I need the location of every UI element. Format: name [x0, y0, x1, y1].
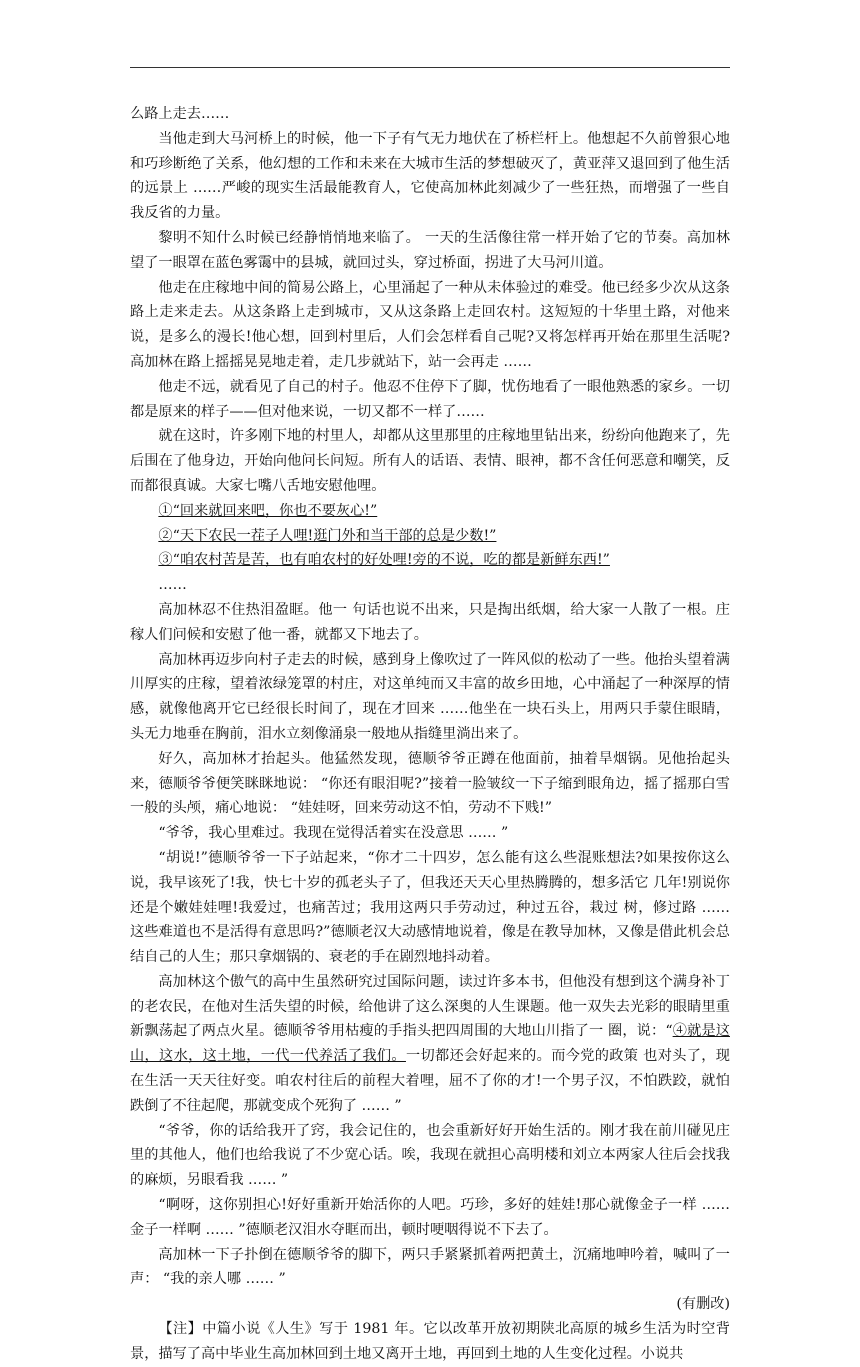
paragraph-5: 就在这时，许多刚下地的村里人，却都从这里那里的庄稼地里钻出来，纷纷向他跑来了，先后围在了他身边，开始向他问长问短。所有人的话语、表情、眼神，都不含任何恶意和嘲笑，反而都很真诚。大家七嘴八舌地安慰他哩。 — [130, 428, 730, 494]
footnote: 【注】中篇小说《人生》写于 1981 年。它以改革开放初期陕北高原的城乡生活为时空背景，描写了高中毕业生高加林回到土地又离开土地，再回到土地的人生变化过程。小说共 — [130, 1321, 730, 1362]
paragraph-15: 高加林一下子扑倒在德顺爷爷的脚下，两只手紧紧抓着两把黄土，沉痛地呻吟着，喊叫了一声： “我的亲人哪 …… ” — [130, 1246, 730, 1288]
paragraph-4: 他走不远，就看见了自己的村子。他忍不住停下了脚，忧伤地看了一眼他熟悉的家乡。一切都是原来的样子——但对他来说，一切又都不一样了…… — [130, 378, 730, 420]
paragraph-12-lead: 高加林这个傲气的高中生虽然研究过国际问题，读过许多本书，但他没有想到这个满身补丁的老农民，在他对生活失望的时候，给他讲了这么深奥的人生课题。他一双失去光彩的眼睛里重新飘荡起了两点火星。德顺爷爷用枯瘦的手指头把四周围的大地山川指了一 圈，说：“ — [130, 973, 730, 1040]
paragraph-12 — [130, 970, 730, 1119]
quote-3 — [130, 548, 730, 573]
paragraph-1: 当他走到大马河桥上的时候，他一下子有气无力地伏在了桥栏杆上。他想起不久前曾狠心地和巧珍断绝了关系，他幻想的工作和未来在大城市生活的梦想破灭了，黄亚萍又退回到了他生活的远景上 ……严峻的现实生活最能教育人，它使高加林此刻减少了一些狂热，而增强了一些自我反省的力量。 — [130, 130, 730, 222]
quote-4-text: ④就是这山，这水，这土地，一代一代养活了我们。 — [130, 1023, 730, 1065]
paragraph-12-tail: 一切都还会好起来的。而今党的政策 也对头了，现在生活一天天往好变。咱农村往后的前程大着哩，屈不了你的才!一个男子汉，不怕跌跤，就怕跌倒了不往起爬，那就变成个死狗了 …… ” — [130, 1048, 730, 1114]
quote-1-text: ①“回来就回来吧，你也不要灰心!” — [158, 502, 378, 519]
paragraph-3: 他走在庄稼地中间的简易公路上，心里涌起了一种从未体验过的难受。他已经多少次从这条路上走来走去。从这条路上走到城市，又从这条路上走回农村。这短短的十华里土路，对他来说，是多么的漫长!他心想，回到村里后，人们会怎样看自己呢?又将怎样再开始在那里生活呢?高加林在路上摇摇晃晃地走着，走几步就站下，站一会再走 …… — [130, 279, 730, 370]
paragraph-ellipsis: …… — [158, 577, 187, 594]
paragraph-11: “胡说!”德顺爷爷一下子站起来，“你才二十四岁，怎么能有这么些混账想法?如果按你这么说，我早该死了!我，快七十岁的孤老头子了，但我还天天心里热腾腾的，想多活它 几年!别说你还是个嫩娃娃哩!我爱过，也痛苦过；我用这两只手劳动过，种过五谷，栽过 树，修过路 …… 这些难道也不是活得有意思吗?”德顺老汉大动感情地说着，像是在教导加林，又像是借此机会总结自己的人生；那只拿烟锅的、衰老的手在剧烈地抖动着。 — [130, 849, 730, 966]
paragraph-9: 好久，高加林才抬起头。他猛然发现，德顺爷爷正蹲在他面前，抽着旱烟锅。见他抬起头来，德顺爷爷便笑眯眯地说： “你还有眼泪呢?”接着一脸皱纹一下子缩到眼角边，摇了摇那白雪一般的头颅，痛心地说： “娃娃呀，回来劳动这不怕，劳动不下贱!” — [130, 750, 730, 817]
quote-2 — [130, 524, 730, 549]
document-body — [130, 102, 730, 1367]
paragraph-10: “爷爷，我心里难过。我现在觉得活着实在没意思 …… ” — [158, 825, 509, 842]
paragraph-2: 黎明不知什么时候已经静悄悄地来临了。 一天的生活像往常一样开始了它的节奏。高加林望了一眼罩在蓝色雾霭中的县城，就回过头，穿过桥面，拐进了大马河川道。 — [130, 229, 730, 271]
paragraph-13: “爷爷，你的话给我开了窍，我会记住的，也会重新好好开始生活的。刚才我在前川碰见庄里的其他人，他们也给我说了不少宽心话。唉，我现在就担心高明楼和刘立本两家人往后会找我的麻烦，另眼看我 …… ” — [130, 1122, 730, 1189]
quote-2-text: ②“天下农民一茬子人哩!逛门外和当干部的总是少数!” — [158, 527, 497, 544]
paragraph-7: 高加林忍不住热泪盈眶。他一 句话也说不出来，只是掏出纸烟，给大家一人散了一根。庄稼人们问候和安慰了他一番，就都又下地去了。 — [130, 601, 730, 643]
header-rule — [130, 67, 730, 68]
paragraph-0: 么路上走去…… — [130, 106, 230, 122]
quote-1 — [130, 499, 730, 524]
source-note: (有删改) — [676, 1296, 730, 1313]
paragraph-14: “啊呀，这你别担心!好好重新开始活你的人吧。巧珍，多好的娃娃!那心就像金子一样 ……金子一样啊 …… ”德顺老汉泪水夺眶而出，顿时哽咽得说不下去了。 — [130, 1197, 730, 1238]
quote-3-text: ③“咱农村苦是苦，也有咱农村的好处哩!旁的不说，吃的都是新鲜东西!” — [158, 552, 610, 569]
paragraph-8: 高加林再迈步向村子走去的时候，感到身上像吹过了一阵风似的松动了一些。他抬头望着满川厚实的庄稼，望着浓绿笼罩的村庄，对这单纯而又丰富的故乡田地，心中涌起了一种深厚的情感，就像他离开它已经很长时间了，现在才回来 ……他坐在一块石头上，用两只手蒙住眼睛，头无力地垂在胸前，泪水立刻像涌泉一般地从指缝里淌出来了。 — [130, 651, 730, 742]
